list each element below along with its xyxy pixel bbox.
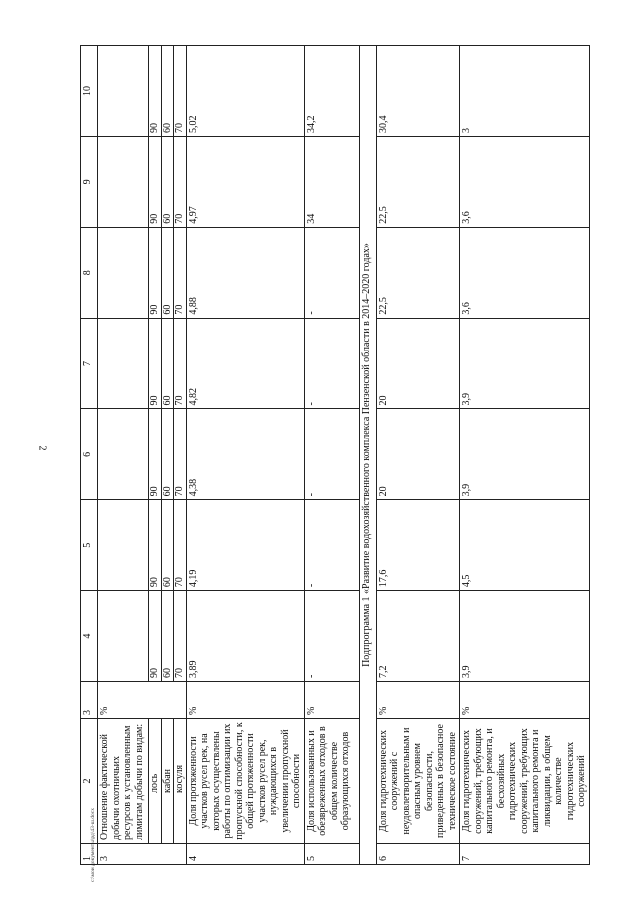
header-cell: 1 [81,844,98,865]
value-cell: 60 [161,409,174,500]
header-cell: 7 [81,318,98,409]
page-number: 2 [36,445,48,451]
value-cell: 17,6 [376,500,460,591]
value-cell: 70 [174,318,187,409]
value-cell: 60 [161,136,174,227]
table-row [376,46,460,865]
value-cell: 34,2 [304,46,359,137]
indicator-name: Доля гидротехнических сооружений с неудовлетворительным и опасным уровнем безопасности, приведенных в безопасное техническое состояние [376,719,460,844]
indicators-table [80,45,590,865]
value-cell: 20 [376,318,460,409]
value-cell: 90 [149,46,162,137]
value-cell: - [304,500,359,591]
value-cell: 90 [149,227,162,318]
indicator-name: Доля гидротехнических сооружений, требующих капитального ремонта, и бесхозяйных гидротехнических сооружений, требующих капитального ремонта и ликвидации, в общем количестве гидротехнических сооружений [460,719,590,844]
header-cell: 6 [81,409,98,500]
value-cell: 22,5 [376,227,460,318]
value-cell: 30,4 [376,46,460,137]
value-cell: 70 [174,227,187,318]
table-header-row [81,46,98,865]
row-number: 6 [376,844,460,865]
table-subrow [149,46,162,865]
value-cell: 90 [149,318,162,409]
value-cell: 4,82 [186,318,304,409]
value-cell: 4,97 [186,136,304,227]
value-cell: 22,5 [376,136,460,227]
value-cell [98,409,149,500]
value-cell: 3 [460,46,590,137]
species-label: лось [149,719,162,844]
row-number: 5 [304,844,359,865]
value-cell: 60 [161,46,174,137]
value-cell: 90 [149,591,162,682]
unit-cell: % [98,682,187,719]
value-cell: 4,88 [186,227,304,318]
value-cell: 7,2 [376,591,460,682]
value-cell: - [304,591,359,682]
value-cell: 70 [174,46,187,137]
species-label: кабан [161,719,174,844]
value-cell: 70 [174,409,187,500]
indicator-name: Доля протяженности участков русел рек, на которых осуществлены работы по оптимизации их пропускной способности, к общей протяженности участков русел рек, нуждающихся в увеличении пропускной способности [186,719,304,844]
value-cell: 3,6 [460,227,590,318]
header-cell: 4 [81,591,98,682]
table-row [460,46,590,865]
unit-cell: % [460,682,590,719]
table-subrow [161,46,174,865]
value-cell: 3,9 [460,591,590,682]
value-cell: - [304,409,359,500]
row-number: 4 [186,844,304,865]
value-cell: 4,19 [186,500,304,591]
indicator-name: Отношение фактической добычи охотничьих ресурсов к установленным лимитам добычи по видам: [98,719,149,844]
species-label: косуля [174,719,187,844]
value-cell: 90 [149,136,162,227]
value-cell: 90 [149,500,162,591]
value-cell [98,227,149,318]
header-cell: 8 [81,227,98,318]
row-number: 3 [98,844,187,865]
value-cell: 4,5 [460,500,590,591]
value-cell: 3,9 [460,318,590,409]
unit-cell: % [186,682,304,719]
value-cell: - [304,227,359,318]
value-cell: 60 [161,500,174,591]
table-row [186,46,304,865]
value-cell: 70 [174,136,187,227]
value-cell: 3,6 [460,136,590,227]
value-cell: 4,38 [186,409,304,500]
value-cell [98,591,149,682]
header-cell: 3 [81,682,98,719]
unit-cell: % [376,682,460,719]
value-cell: - [304,318,359,409]
header-cell: 2 [81,719,98,844]
row-number: 7 [460,844,590,865]
unit-cell: % [304,682,359,719]
value-cell [98,500,149,591]
table-subrow [174,46,187,865]
value-cell: 5,02 [186,46,304,137]
table-row [98,46,149,865]
value-cell [98,318,149,409]
subprogram-row [359,46,376,865]
value-cell: 60 [161,318,174,409]
value-cell: 70 [174,591,187,682]
footer-file-path: c:\мои документы\рд\43-ш.docx [90,808,96,882]
value-cell: 60 [161,227,174,318]
value-cell: 3,9 [460,409,590,500]
value-cell: 90 [149,409,162,500]
header-cell: 10 [81,46,98,137]
header-cell: 5 [81,500,98,591]
value-cell: 70 [174,500,187,591]
header-cell: 9 [81,136,98,227]
value-cell: 34 [304,136,359,227]
value-cell: 3,89 [186,591,304,682]
value-cell: 20 [376,409,460,500]
subprogram-title: Подпрограмма 1 «Развитие водохозяйственного комплекса Пензенской области в 2014–2020 годах» [359,46,376,865]
table-row [304,46,359,865]
indicator-name: Доля использованных и обезвреженных отходов в общем количестве образующихся отходов [304,719,359,844]
indicators-table-rotated [80,45,602,865]
value-cell: 60 [161,591,174,682]
value-cell [98,136,149,227]
value-cell [98,46,149,137]
